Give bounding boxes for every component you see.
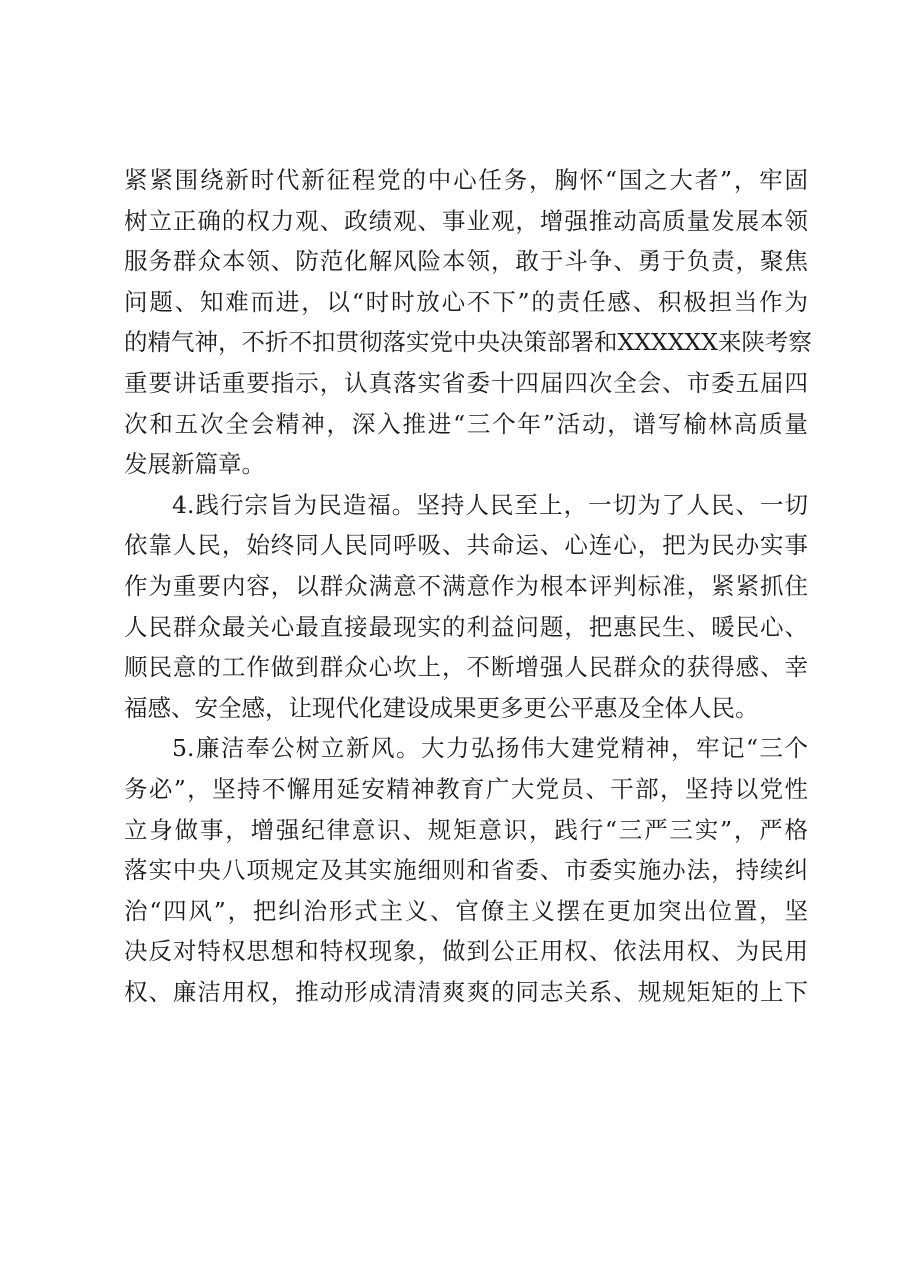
- paragraph-line: 权、廉洁用权，推动形成清清爽爽的同志关系、规规矩矩的上下: [124, 977, 808, 1006]
- paragraph-3: [124, 728, 808, 1012]
- paragraph-line: 落实中央八项规定及其实施细则和省委、市委实施办法，持续纠: [124, 856, 808, 885]
- paragraph-line: 人民群众最关心最直接最现实的利益问题，把惠民生、暖民心、: [124, 612, 808, 641]
- paragraph-line: 作为重要内容，以群众满意不满意作为根本评判标准，紧紧抓住: [124, 571, 808, 600]
- paragraph-line: 的精气神，不折不扣贯彻落实党中央决策部署和XXXXXX来陕考察: [124, 328, 812, 357]
- paragraph-1: [124, 160, 812, 485]
- paragraph-2: [124, 485, 808, 729]
- paragraph-line: 依靠人民，始终同人民同呼吸、共命运、心连心，把为民办实事: [124, 531, 808, 560]
- paragraph-line: 重要讲话重要指示，认真落实省委十四届四次全会、市委五届四: [124, 368, 808, 397]
- paragraph-line: 顺民意的工作做到群众心坎上，不断增强人民群众的获得感、幸: [124, 653, 808, 682]
- paragraph-line: 紧紧围绕新时代新征程党的中心任务，胸怀“国之大者”，牢固: [124, 166, 808, 194]
- paragraph-line: 树立正确的权力观、政绩观、事业观，增强推动高质量发展本领: [124, 206, 808, 235]
- paragraph-line: 服务群众本领、防范化解风险本领，敢于斗争、勇于负责，聚焦: [124, 247, 808, 276]
- paragraph-line: 务必”，坚持不懈用延安精神教育广大党员、干部，坚持以党性: [124, 774, 808, 803]
- paragraph-line: 决反对特权思想和特权现象，做到公正用权、依法用权、为民用: [124, 937, 808, 966]
- document-body: [124, 160, 812, 1012]
- paragraph-line: 立身做事，增强纪律意识、规矩意识，践行“三严三实”，严格: [124, 815, 808, 844]
- paragraph-line: 次和五次全会精神，深入推进“三个年”活动，谱写榆林高质量: [124, 409, 808, 438]
- paragraph-line: 问题、知难而进，以“时时放心不下”的责任感、积极担当作为: [124, 287, 808, 316]
- paragraph-line: 发展新篇章。: [124, 450, 265, 479]
- paragraph-line: 5.廉洁奉公树立新风。大力弘扬伟大建党精神，牢记“三个: [172, 734, 808, 763]
- paragraph-line: 4.践行宗旨为民造福。坚持人民至上，一切为了人民、一切: [172, 490, 808, 519]
- paragraph-line: 福感、安全感，让现代化建设成果更多更公平惠及全体人民。: [124, 693, 759, 722]
- paragraph-line: 治“四风”，把纠治形式主义、官僚主义摆在更加突出位置，坚: [124, 896, 808, 925]
